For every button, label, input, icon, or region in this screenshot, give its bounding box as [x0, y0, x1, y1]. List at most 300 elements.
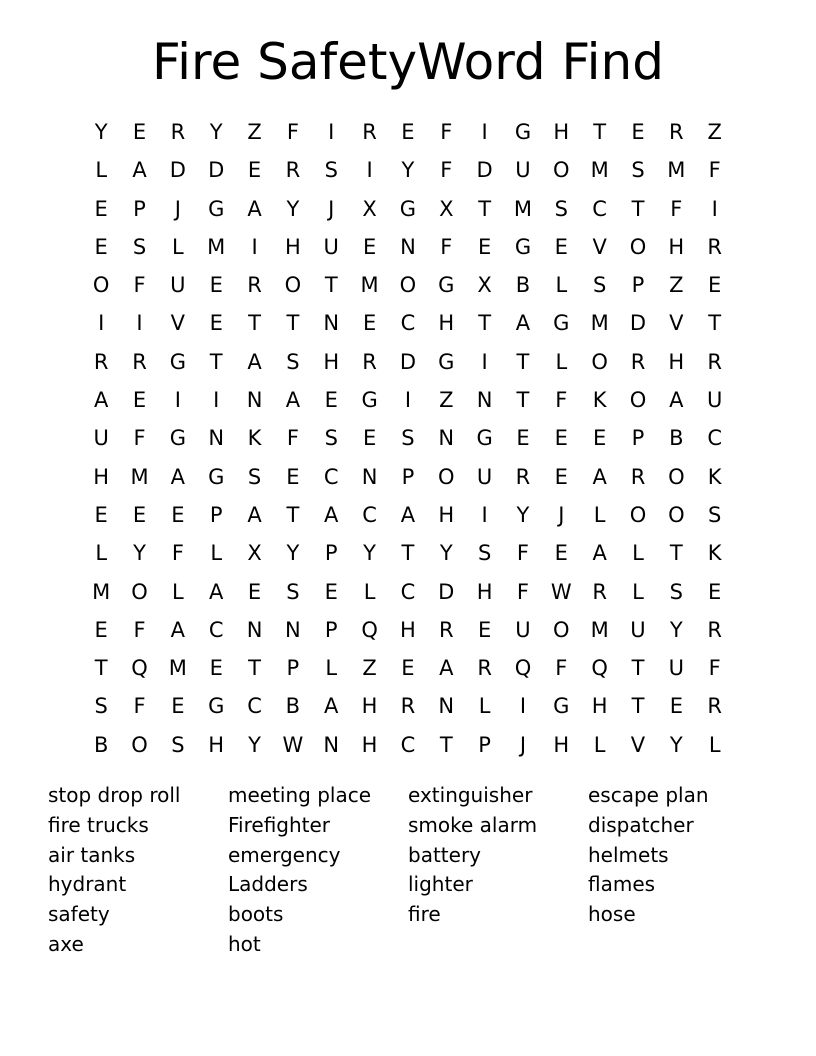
grid-letter: X — [477, 273, 492, 298]
grid-letter: D — [399, 349, 416, 374]
grid-letter: Y — [363, 541, 376, 566]
grid-letter: U — [170, 273, 186, 298]
grid-letter: H — [284, 234, 301, 259]
grid-letter: R — [170, 120, 186, 144]
grid-letter: B — [93, 732, 109, 757]
grid-letter: H — [591, 694, 608, 719]
grid-letter: D — [169, 158, 186, 183]
grid-letter: E — [554, 426, 568, 451]
grid-letter: S — [171, 732, 185, 757]
grid-letter: H — [400, 617, 416, 642]
grid-letter: E — [593, 426, 607, 451]
grid-letter: F — [440, 158, 453, 183]
grid-letter: S — [286, 579, 300, 604]
word-list — [48, 781, 768, 960]
grid-letter: C — [592, 196, 607, 221]
word-list-item: dispatcher — [588, 812, 694, 837]
grid-letter: Z — [362, 656, 377, 681]
grid-letter: F — [440, 234, 453, 259]
word-list-item: safety — [48, 902, 110, 927]
grid-letter: T — [248, 656, 261, 681]
grid-letter: E — [171, 694, 185, 719]
grid-letter: H — [361, 732, 378, 757]
grid-letter: Y — [669, 617, 683, 642]
grid-letter: S — [132, 234, 147, 259]
grid-letter: F — [555, 656, 568, 681]
grid-letter: I — [174, 388, 181, 413]
grid-letter: T — [248, 311, 261, 336]
grid-letter: S — [554, 196, 568, 221]
grid-letter: U — [668, 656, 685, 681]
grid-letter: A — [285, 388, 301, 413]
grid-letter: Y — [248, 732, 261, 757]
grid-letter: T — [324, 273, 338, 298]
grid-letter: S — [592, 273, 607, 298]
grid-letter: I — [404, 388, 412, 413]
grid-letter: I — [98, 311, 105, 336]
grid-letter: Q — [591, 656, 608, 681]
grid-letter: J — [328, 196, 335, 221]
grid-letter: F — [286, 426, 299, 451]
grid-letter: U — [630, 617, 646, 642]
grid-letter: A — [324, 502, 339, 527]
grid-letter: N — [400, 234, 416, 259]
grid-letter: E — [401, 656, 415, 681]
grid-letter: L — [593, 502, 606, 527]
grid-letter: S — [401, 426, 415, 451]
grid-letter: K — [592, 388, 607, 413]
grid-letter: Z — [707, 120, 722, 144]
grid-letter: V — [669, 311, 684, 336]
grid-letter: M — [207, 234, 226, 259]
grid-letter: H — [208, 732, 225, 757]
grid-letter: M — [590, 617, 609, 642]
grid-letter: S — [708, 502, 722, 527]
grid-letter: E — [132, 120, 147, 144]
grid-letter: V — [592, 234, 607, 259]
grid-letter: I — [366, 158, 373, 183]
grid-letter: O — [629, 388, 647, 413]
grid-letter: E — [631, 120, 645, 144]
grid-letter: X — [362, 196, 377, 221]
grid-letter: G — [399, 196, 417, 221]
grid-letter: I — [136, 311, 143, 336]
grid-letter: T — [593, 120, 607, 144]
grid-letter: E — [132, 502, 147, 527]
grid-letter: A — [592, 541, 607, 566]
grid-letter: M — [590, 311, 609, 336]
word-list-item: battery — [408, 842, 481, 867]
grid-letter: E — [362, 234, 377, 259]
grid-letter: O — [399, 273, 417, 298]
grid-letter: R — [438, 617, 454, 642]
grid-letter: W — [550, 579, 572, 604]
grid-letter: U — [93, 426, 109, 451]
grid-letter: F — [516, 579, 529, 604]
grid-letter: N — [438, 694, 455, 719]
grid-letter: A — [515, 311, 531, 336]
grid-letter: F — [133, 426, 146, 451]
grid-letter: T — [631, 656, 645, 681]
grid-letter: E — [286, 464, 300, 489]
grid-letter: G — [208, 464, 225, 489]
grid-letter: A — [439, 656, 454, 681]
grid-letter: C — [208, 617, 224, 642]
grid-letter: G — [438, 273, 455, 298]
grid-letter: F — [171, 541, 184, 566]
grid-letter: M — [168, 656, 187, 681]
grid-letter: E — [477, 617, 492, 642]
grid-letter: U — [515, 158, 531, 183]
grid-letter: A — [132, 158, 147, 183]
grid-letter: H — [668, 349, 685, 374]
grid-letter: I — [711, 196, 718, 221]
grid-letter: O — [668, 502, 685, 527]
grid-letter: T — [631, 694, 645, 719]
grid-letter: P — [401, 464, 415, 489]
grid-letter: Y — [439, 541, 453, 566]
grid-letter: A — [93, 388, 109, 413]
grid-letter: R — [93, 349, 109, 374]
grid-letter: O — [438, 464, 455, 489]
grid-letter: O — [131, 579, 148, 604]
grid-letter: T — [478, 311, 492, 336]
grid-letter: U — [515, 617, 531, 642]
grid-letter: G — [438, 349, 455, 374]
grid-letter: A — [247, 196, 262, 221]
grid-letter: F — [516, 541, 529, 566]
grid-letter: G — [514, 120, 532, 144]
grid-letter: V — [630, 732, 646, 757]
grid-letter: F — [440, 120, 453, 144]
grid-letter: N — [323, 311, 340, 336]
grid-letter: G — [208, 694, 225, 719]
grid-letter: E — [669, 694, 683, 719]
grid-letter: M — [360, 273, 379, 298]
grid-letter: L — [95, 158, 108, 183]
grid-letter: N — [323, 732, 340, 757]
grid-letter: Q — [131, 656, 148, 681]
grid-letter: J — [174, 196, 181, 221]
grid-letter: M — [513, 196, 533, 221]
grid-letter: F — [286, 120, 299, 144]
grid-letter: Z — [439, 388, 454, 413]
grid-letter: L — [325, 656, 338, 681]
grid-letter: E — [362, 426, 377, 451]
grid-letter: F — [133, 273, 146, 298]
grid-letter: L — [555, 349, 568, 374]
word-list-item: lighter — [408, 872, 473, 897]
grid-letter: R — [707, 617, 722, 642]
grid-letter: E — [247, 579, 262, 604]
grid-letter: B — [669, 426, 684, 451]
grid-letter: L — [172, 579, 184, 604]
grid-letter: W — [282, 732, 304, 757]
grid-letter: L — [632, 541, 644, 566]
grid-letter: F — [555, 388, 568, 413]
grid-letter: T — [478, 196, 492, 221]
grid-letter: A — [592, 464, 607, 489]
grid-letter: A — [324, 694, 339, 719]
grid-letter: Z — [669, 273, 684, 298]
grid-letter: T — [401, 541, 415, 566]
word-list-item: meeting place — [228, 783, 372, 807]
grid-letter: T — [516, 349, 530, 374]
word-list-item: extinguisher — [408, 783, 533, 807]
grid-letter: C — [247, 694, 262, 719]
grid-letter: H — [361, 694, 378, 719]
grid-letter: L — [555, 273, 568, 298]
grid-letter: E — [171, 502, 185, 527]
grid-letter: P — [631, 426, 645, 451]
grid-letter: R — [477, 656, 492, 681]
grid-letter: K — [707, 464, 722, 489]
grid-letter: U — [706, 388, 723, 413]
grid-letter: E — [477, 234, 492, 259]
word-list-item: smoke alarm — [408, 812, 538, 837]
grid-letter: Y — [669, 732, 683, 757]
grid-letter: T — [286, 502, 300, 527]
grid-letter: M — [667, 158, 686, 183]
grid-letter: E — [554, 234, 568, 259]
grid-letter: H — [438, 502, 455, 527]
grid-letter: R — [362, 120, 377, 144]
grid-letter: K — [707, 541, 722, 566]
grid-letter: E — [554, 464, 568, 489]
grid-letter: S — [324, 426, 338, 451]
grid-letter: T — [209, 349, 223, 374]
grid-letter: E — [132, 388, 147, 413]
grid-letter: R — [707, 349, 722, 374]
grid-letter: F — [708, 158, 721, 183]
word-list-item: fire trucks — [48, 812, 149, 837]
grid-letter: I — [328, 120, 335, 144]
grid-letter: G — [169, 349, 186, 374]
grid-letter: P — [324, 541, 338, 566]
grid-letter: G — [553, 311, 570, 336]
grid-letter: S — [247, 464, 262, 489]
grid-letter: A — [669, 388, 684, 413]
grid-letter: A — [247, 502, 262, 527]
grid-letter: E — [94, 502, 108, 527]
grid-letter: R — [707, 694, 722, 719]
grid-letter: R — [132, 349, 147, 374]
grid-letter: C — [400, 732, 416, 757]
grid-letter: I — [481, 502, 488, 527]
grid-letter: C — [707, 426, 722, 451]
grid-letter: E — [247, 158, 262, 183]
grid-letter: R — [669, 120, 684, 144]
grid-letter: T — [286, 311, 300, 336]
grid-letter: N — [361, 464, 378, 489]
grid-letter: G — [361, 388, 378, 413]
grid-letter: Q — [361, 617, 378, 642]
grid-letter: N — [285, 617, 301, 642]
word-list-item: axe — [48, 931, 84, 956]
grid-letter: H — [553, 732, 570, 757]
grid-letter: G — [476, 426, 493, 451]
grid-letter: S — [477, 541, 492, 566]
grid-letter: L — [172, 234, 184, 259]
grid-letter: O — [553, 158, 570, 183]
grid-letter: N — [208, 426, 225, 451]
grid-letter: I — [213, 388, 220, 413]
grid-letter: R — [247, 273, 262, 298]
grid-letter: S — [669, 579, 683, 604]
grid-letter: O — [92, 273, 110, 298]
grid-letter: I — [519, 694, 527, 719]
grid-letter: P — [478, 732, 491, 757]
grid-letter: Y — [286, 196, 300, 221]
grid-letter: S — [94, 694, 108, 719]
grid-letter: O — [629, 502, 647, 527]
grid-letter: O — [591, 349, 608, 374]
grid-letter: D — [208, 158, 225, 183]
grid-letter: V — [170, 311, 186, 336]
grid-letter: O — [553, 617, 570, 642]
grid-letter: R — [707, 234, 722, 259]
grid-letter: A — [170, 617, 186, 642]
grid-letter: E — [362, 311, 377, 336]
word-list-item: fire — [408, 902, 441, 927]
grid-letter: G — [208, 196, 225, 221]
grid-letter: X — [439, 196, 454, 221]
grid-letter: E — [94, 196, 108, 221]
grid-letter: O — [629, 234, 647, 259]
grid-letter: S — [324, 158, 338, 183]
grid-letter: Y — [401, 158, 415, 183]
grid-letter: R — [592, 579, 607, 604]
grid-letter: E — [516, 426, 530, 451]
grid-letter: F — [708, 656, 721, 681]
grid-letter: C — [400, 311, 416, 336]
grid-letter: N — [246, 617, 263, 642]
grid-letter: E — [708, 579, 722, 604]
grid-letter: R — [362, 349, 377, 374]
grid-letter: T — [708, 311, 722, 336]
grid-letter: O — [131, 732, 148, 757]
grid-letter: E — [708, 273, 722, 298]
grid-letter: C — [323, 464, 339, 489]
grid-letter: L — [708, 732, 721, 757]
grid-letter: R — [515, 464, 531, 489]
grid-letter: P — [209, 502, 223, 527]
grid-letter: U — [476, 464, 493, 489]
grid-letter: G — [169, 426, 186, 451]
grid-letter: N — [246, 388, 263, 413]
grid-letter: D — [629, 311, 647, 336]
word-list-item: helmets — [588, 842, 669, 867]
grid-letter: X — [247, 541, 262, 566]
grid-letter: J — [558, 502, 565, 527]
grid-letter: L — [363, 579, 376, 604]
word-list-item: escape plan — [588, 783, 709, 807]
grid-letter: E — [94, 617, 108, 642]
grid-letter: L — [632, 579, 644, 604]
grid-letter: Y — [94, 120, 108, 144]
grid-letter: F — [133, 617, 146, 642]
word-list-item: hose — [588, 902, 636, 927]
grid-letter: T — [631, 196, 645, 221]
grid-letter: M — [92, 579, 111, 604]
word-list-item: stop drop roll — [48, 783, 181, 807]
grid-letter: M — [130, 464, 149, 489]
grid-letter: E — [209, 311, 223, 336]
grid-letter: I — [481, 120, 488, 144]
grid-letter: L — [478, 694, 491, 719]
word-list-item: hot — [228, 931, 261, 956]
grid-letter: D — [438, 579, 455, 604]
grid-letter: Y — [516, 502, 530, 527]
grid-letter: H — [476, 579, 493, 604]
grid-letter: D — [476, 158, 493, 183]
grid-letter: A — [209, 579, 224, 604]
grid-letter: F — [133, 694, 146, 719]
grid-letter: H — [323, 349, 340, 374]
grid-letter: P — [133, 196, 146, 221]
grid-letter: P — [324, 617, 338, 642]
grid-letter: L — [593, 732, 606, 757]
grid-letter: A — [247, 349, 262, 374]
grid-letter: E — [209, 656, 223, 681]
grid-letter: S — [631, 158, 645, 183]
grid-letter: U — [323, 234, 339, 259]
grid-letter: E — [554, 541, 568, 566]
word-list-item: emergency — [228, 842, 341, 867]
grid-letter: I — [251, 234, 258, 259]
grid-letter: E — [209, 273, 223, 298]
word-list-item: Ladders — [228, 872, 308, 897]
grid-letter: J — [519, 732, 527, 757]
grid-letter: Y — [133, 541, 146, 566]
grid-letter: Y — [286, 541, 300, 566]
grid-letter: N — [438, 426, 455, 451]
grid-letter: S — [286, 349, 300, 374]
grid-letter: T — [669, 541, 683, 566]
grid-letter: T — [516, 388, 530, 413]
word-list-item: air tanks — [48, 842, 136, 867]
grid-letter: P — [631, 273, 645, 298]
grid-letter: I — [481, 349, 488, 374]
grid-letter: R — [285, 158, 301, 183]
grid-letter: M — [590, 158, 609, 183]
grid-letter: T — [439, 732, 453, 757]
grid-letter: E — [401, 120, 415, 144]
grid-letter: O — [668, 464, 685, 489]
grid-letter: T — [94, 656, 108, 681]
grid-letter: C — [400, 579, 416, 604]
grid-letter: A — [400, 502, 416, 527]
grid-letter: G — [514, 234, 532, 259]
grid-letter: Q — [514, 656, 532, 681]
grid-letter: E — [324, 579, 338, 604]
grid-letter: R — [630, 464, 646, 489]
grid-letter: A — [170, 464, 186, 489]
grid-letter: L — [210, 541, 223, 566]
grid-letter: E — [324, 388, 338, 413]
word-list-item: hydrant — [48, 872, 127, 897]
grid-letter: R — [400, 694, 416, 719]
grid-letter: R — [630, 349, 646, 374]
grid-letter: H — [93, 464, 110, 489]
grid-letter: H — [668, 234, 685, 259]
grid-letter: Y — [209, 120, 223, 144]
grid-letter: N — [476, 388, 493, 413]
word-list-item: Firefighter — [228, 812, 331, 837]
page-title: Fire SafetyWord Find — [152, 33, 664, 91]
grid-letter: O — [284, 273, 302, 298]
grid-letter: H — [553, 120, 570, 144]
